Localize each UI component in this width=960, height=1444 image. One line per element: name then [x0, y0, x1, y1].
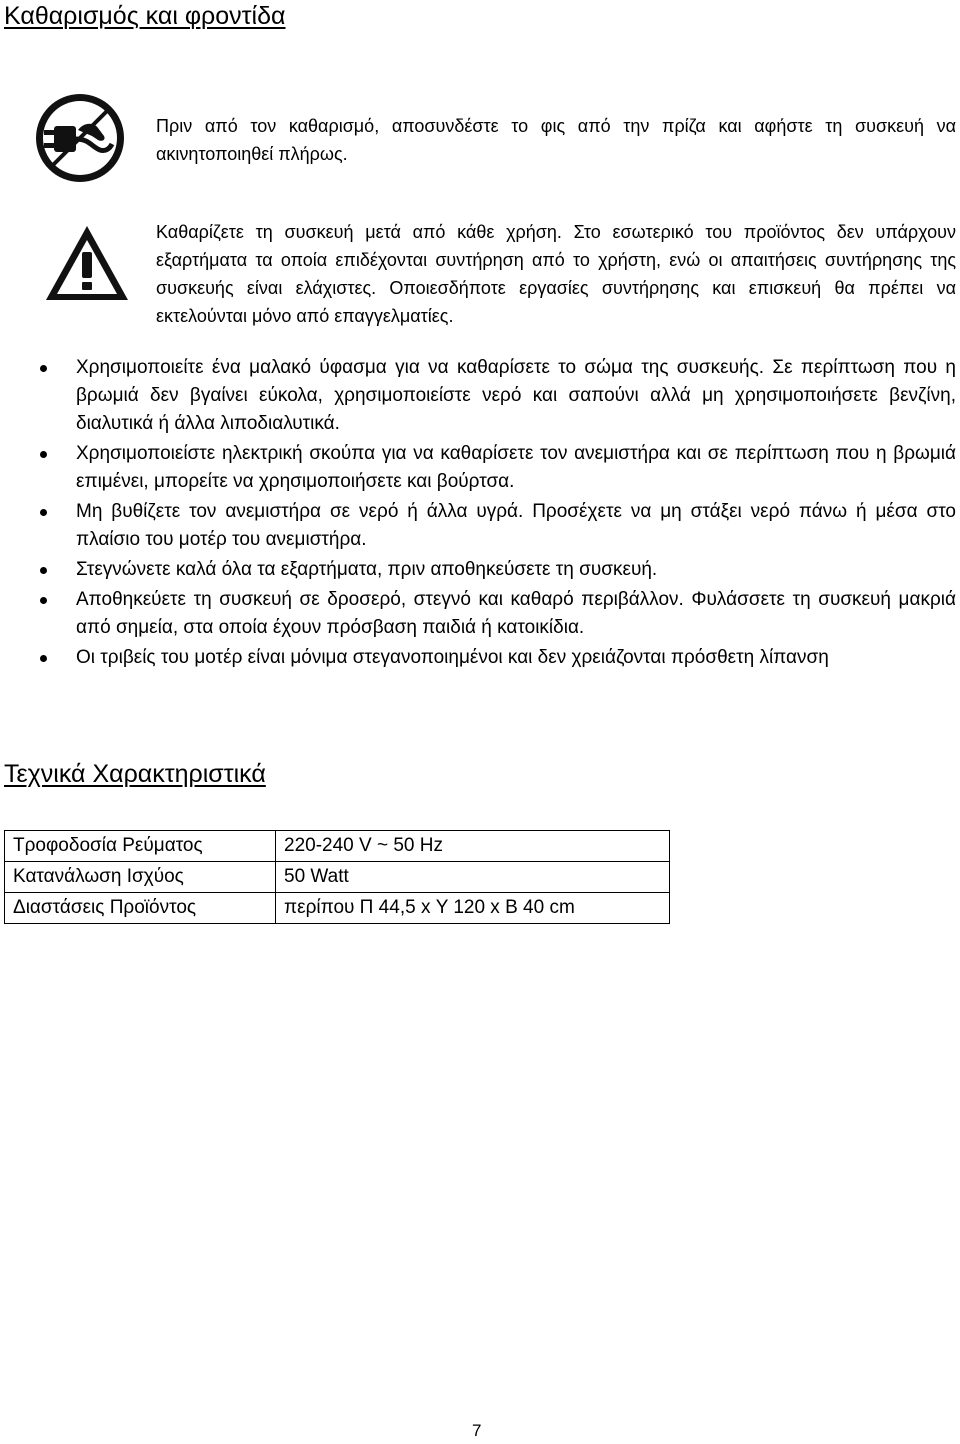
- warning-triangle-icon: [42, 222, 132, 304]
- section-title-cleaning: Καθαρισμός και φροντίδα: [4, 2, 286, 30]
- list-item: [0, 354, 956, 438]
- bullet-text: Αποθηκεύετε τη συσκευή σε δροσερό, στεγνό και καθαρό περιβάλλον. Φυλάσσετε τη συσκευή μακριά από σημεία, στα οποία έχουν πρόσβαση παιδιά ή κατοικίδια.: [76, 589, 956, 638]
- unplug-icon: [34, 92, 126, 184]
- unplug-note: Πριν από τον καθαρισμό, αποσυνδέστε το φις από την πρίζα και αφήστε τη συσκευή να ακινητοποιηθεί πλήρως.: [156, 116, 956, 164]
- specs-table: [4, 830, 670, 924]
- bullet-icon: [40, 655, 47, 662]
- table-row: [5, 831, 670, 862]
- bullet-text: Στεγνώνετε καλά όλα τα εξαρτήματα, πριν αποθηκεύσετε τη συσκευή.: [76, 559, 658, 580]
- spec-label: Κατανάλωση Ισχύος: [5, 862, 276, 893]
- bullet-text: Μη βυθίζετε τον ανεμιστήρα σε νερό ή άλλα υγρά. Προσέχετε να μη στάξει νερό πάνω ή μέσα στο πλαίσιο του μοτέρ του ανεμιστήρα.: [76, 501, 956, 550]
- section-title-specs: Τεχνικά Χαρακτηριστικά: [4, 760, 266, 788]
- cleaning-bullet-list: [0, 354, 960, 674]
- page-number: 7: [472, 1421, 482, 1440]
- bullet-icon: [40, 451, 47, 458]
- bullet-text: Χρησιμοποιείτε ένα μαλακό ύφασμα για να καθαρίσετε το σώμα της συσκευής. Σε περίπτωση που η βρωμιά δεν βγαίνει εύκολα, χρησιμοποιείστε νερό και σαπούνι αλλά μη χρησιμοποιήσετε βενζίνη, διαλυτικά ή άλλα λιποδιαλυτικά.: [76, 357, 956, 434]
- bullet-text: Χρησιμοποιείστε ηλεκτρική σκούπα για να καθαρίσετε τον ανεμιστήρα και σε περίπτωση που η βρωμιά επιμένει, μπορείτε να χρησιμοποιήσετε και βούρτσα.: [76, 443, 956, 492]
- spec-value: 50 Watt: [276, 862, 670, 893]
- list-item: [0, 440, 956, 496]
- warning-note: Καθαρίζετε τη συσκευή μετά από κάθε χρήση. Στο εσωτερικό του προϊόντος δεν υπάρχουν εξαρτήματα τα οποία επιδέχονται συντήρηση από το χρήστη, ενώ οι απαιτήσεις συντήρησης της συσκευής είναι ελάχιστες. Οποιεσδήποτε εργασίες συντήρησης και επισκευή θα πρέπει να εκτελούνται μόνο από επαγγελματίες.: [156, 222, 956, 326]
- bullet-text: Οι τριβείς του μοτέρ είναι μόνιμα στεγανοποιημένοι και δεν χρειάζονται πρόσθετη λίπανση: [76, 647, 829, 668]
- spec-label: Τροφοδοσία Ρεύματος: [5, 831, 276, 862]
- spec-label: Διαστάσεις Προϊόντος: [5, 893, 276, 924]
- list-item: [0, 556, 956, 584]
- list-item: [0, 498, 956, 554]
- spec-value: 220-240 V ~ 50 Hz: [276, 831, 670, 862]
- bullet-icon: [40, 365, 47, 372]
- bullet-icon: [40, 567, 47, 574]
- list-item: [0, 644, 956, 672]
- spec-value: περίπου Π 44,5 x Υ 120 x Β 40 cm: [276, 893, 670, 924]
- table-row: [5, 893, 670, 924]
- table-row: [5, 862, 670, 893]
- bullet-icon: [40, 597, 47, 604]
- bullet-icon: [40, 509, 47, 516]
- list-item: [0, 586, 956, 642]
